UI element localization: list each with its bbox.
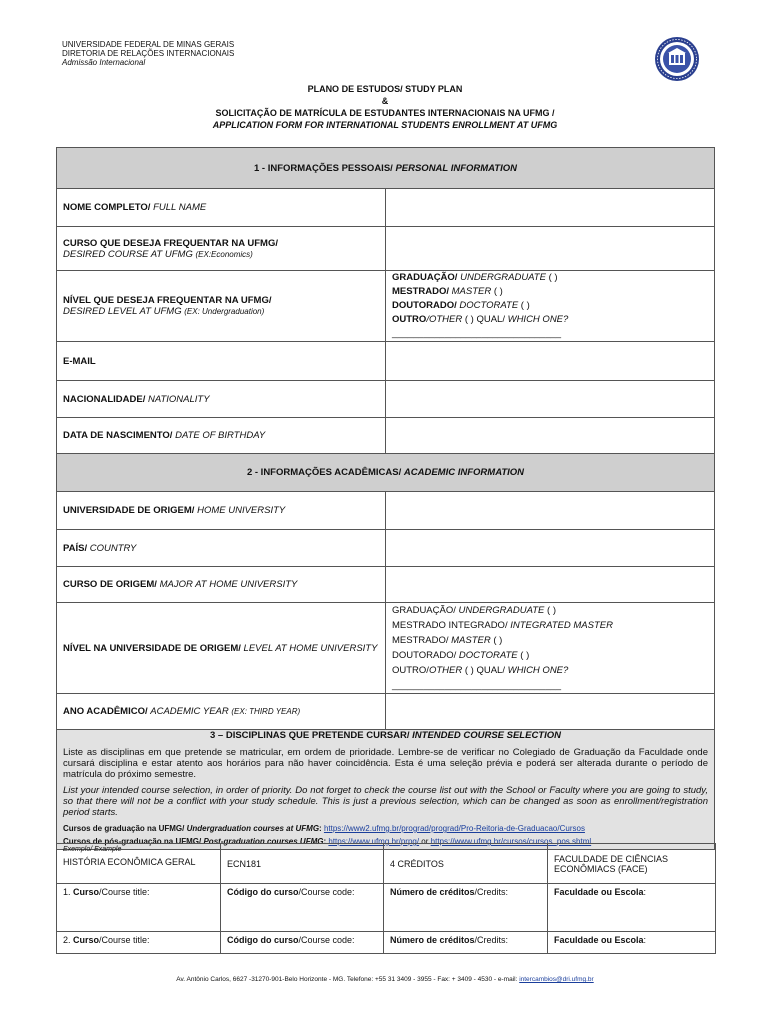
full-name-field[interactable]: [386, 189, 715, 227]
desired-level-options[interactable]: [386, 271, 715, 342]
footer-address: Av. Antônio Carlos, 6627 -31270-901-Belo Horizonte - MG. Telefone: +55 31 3409 - 3955 - Fax: + 3409 - 4530 - e-mail:: [176, 976, 520, 983]
example-row: [57, 844, 716, 884]
home-major-field[interactable]: [386, 567, 715, 603]
country-label: PAÍS/ COUNTRY: [57, 530, 386, 567]
home-option-integrated-master[interactable]: MESTRADO INTEGRADO/ INTEGRATED MASTER: [392, 620, 613, 631]
course-faculty-cell[interactable]: Faculdade ou Escola:: [548, 884, 716, 932]
admission-label: Admissão Internacional: [62, 58, 146, 67]
desired-level-label: NÍVEL QUE DESEJA FREQUENTAR NA UFMG/ DESIRED LEVEL AT UFMG (EX: Undergraduation): [57, 271, 386, 342]
section-3-block: [57, 730, 715, 850]
home-option-doctorate[interactable]: DOUTORADO/ DOCTORATE ( ): [392, 650, 530, 661]
page-footer: [0, 976, 770, 983]
option-undergraduate[interactable]: GRADUAÇÃO/ UNDERGRADUATE ( ): [392, 272, 558, 283]
application-form: [56, 147, 715, 850]
email-label: E-MAIL: [57, 342, 386, 381]
instructions-pt: Liste as disciplinas em que pretende se matricular, em ordem de prioridade. Lembre-se de verificar no Colegiado de Graduação da Faculdade onde cursará disciplina e estar atento aos horários para não haver coincidência. Esta é uma seleção prévia e poderá ser alterada durante o período de matrícula do próximo semestre.: [63, 747, 708, 780]
option-doctorate[interactable]: DOUTORADO/ DOCTORATE ( ): [392, 300, 530, 311]
course-credits-cell[interactable]: Número de créditos/Credits:: [384, 932, 548, 954]
table-row[interactable]: [57, 884, 716, 932]
instructions-en: List your intended course selection, in order of priority. Do not forget to check the course list out with the School or Faculty where you are going to study, so that there will not be a conflict with your study schedule. This is just a previous selection, which can be changed as soon as enrollment/registration period starts.: [63, 785, 708, 818]
title-ampersand: &: [381, 96, 389, 106]
full-name-label: NOME COMPLETO/ FULL NAME: [57, 189, 386, 227]
course-selection-table: [56, 843, 716, 954]
academic-year-label: ANO ACADÊMICO/ ACADEMIC YEAR (EX: THIRD YEAR): [57, 694, 386, 730]
section-2-header: 2 - INFORMAÇÕES ACADÊMICAS/ ACADEMIC INFORMATION: [57, 454, 715, 492]
course-title-cell[interactable]: 1. Curso/Course title:: [57, 884, 221, 932]
course-code-cell[interactable]: Código do curso/Course code:: [221, 884, 384, 932]
ufmg-seal-icon: [654, 36, 700, 82]
email-field[interactable]: [386, 342, 715, 381]
example-course-cell: Exemplo/ Example HISTÓRIA ECONÔMICA GERAL: [57, 844, 221, 884]
example-credits-cell: 4 CRÉDITOS: [384, 844, 548, 884]
home-option-master[interactable]: MESTRADO/ MASTER ( ): [392, 635, 503, 646]
home-level-label: NÍVEL NA UNIVERSIDADE DE ORIGEM/ LEVEL AT HOME UNIVERSITY: [57, 603, 386, 694]
institution-header: [62, 40, 234, 67]
option-other[interactable]: OUTRO/OTHER ( ) QUAL/ WHICH ONE? ________________________________: [392, 314, 569, 339]
home-option-other[interactable]: OUTRO/OTHER ( ) QUAL/ WHICH ONE? ________________________________: [392, 665, 569, 691]
directorate-name: DIRETORIA DE RELAÇÕES INTERNACIONAIS: [62, 49, 235, 58]
academic-year-field[interactable]: [386, 694, 715, 730]
title-application-en: APPLICATION FORM FOR INTERNATIONAL STUDENTS ENROLLMENT AT UFMG: [212, 120, 558, 130]
course-faculty-cell[interactable]: Faculdade ou Escola:: [548, 932, 716, 954]
course-credits-cell[interactable]: Número de créditos/Credits:: [384, 884, 548, 932]
undergrad-courses-line: Cursos de graduação na UFMG/ Undergraduation courses at UFMG: https://www2.ufmg.br/prograd/prograd/Pro-Reitoria-de-Graduacao/Cursos: [63, 824, 585, 833]
document-titles: [0, 83, 770, 131]
table-row[interactable]: [57, 932, 716, 954]
university-name: UNIVERSIDADE FEDERAL DE MINAS GERAIS: [62, 40, 235, 49]
option-master[interactable]: MESTRADO/ MASTER ( ): [392, 286, 503, 297]
birthdate-field[interactable]: [386, 418, 715, 454]
home-level-options[interactable]: [386, 603, 715, 694]
section-3-header: 3 – DISCIPLINAS QUE PRETENDE CURSAR/ INTENDED COURSE SELECTION: [209, 730, 562, 741]
course-code-cell[interactable]: Código do curso/Course code:: [221, 932, 384, 954]
birthdate-label: DATA DE NASCIMENTO/ DATE OF BIRTHDAY: [57, 418, 386, 454]
home-major-label: CURSO DE ORIGEM/ MAJOR AT HOME UNIVERSITY: [57, 567, 386, 603]
desired-course-label: CURSO QUE DESEJA FREQUENTAR NA UFMG/ DESIRED COURSE AT UFMG (EX:Economics): [57, 227, 386, 271]
course-title-cell[interactable]: 2. Curso/Course title:: [57, 932, 221, 954]
example-faculty-cell: FACULDADE DE CIÊNCIAS ECONÔMIACS (FACE): [548, 844, 716, 884]
postgrad-courses-link-2[interactable]: https://www.ufmg.br/cursos/cursos_pos.shtml: [430, 837, 592, 846]
nationality-field[interactable]: [386, 381, 715, 418]
desired-course-field[interactable]: [386, 227, 715, 271]
home-option-undergraduate[interactable]: GRADUAÇÃO/ UNDERGRADUATE ( ): [392, 605, 556, 616]
section-1-header: 1 - INFORMAÇÕES PESSOAIS/ PERSONAL INFORMATION: [57, 148, 715, 189]
country-field[interactable]: [386, 530, 715, 567]
home-university-label: UNIVERSIDADE DE ORIGEM/ HOME UNIVERSITY: [57, 492, 386, 530]
title-application-pt: SOLICITAÇÃO DE MATRÍCULA DE ESTUDANTES INTERNACIONAIS NA UFMG /: [215, 108, 555, 118]
home-university-field[interactable]: [386, 492, 715, 530]
postgrad-courses-line: Cursos de pós-graduação na UFMG/ Post-graduation courses UFMG: https://www.ufmg.br/prpg/ or https://www.ufmg.br/cursos/cursos_pos.shtml: [63, 837, 592, 846]
postgrad-courses-link-1[interactable]: https://www.ufmg.br/prpg/: [328, 837, 420, 846]
title-study-plan: PLANO DE ESTUDOS/ STUDY PLAN: [307, 84, 463, 94]
nationality-label: NACIONALIDADE/ NATIONALITY: [57, 381, 386, 418]
undergrad-courses-link[interactable]: https://www2.ufmg.br/prograd/prograd/Pro-Reitoria-de-Graduacao/Cursos: [323, 824, 585, 833]
footer-email-link[interactable]: intercambios@dri.ufmg.br: [519, 976, 594, 983]
example-code-cell: ECN181: [221, 844, 384, 884]
